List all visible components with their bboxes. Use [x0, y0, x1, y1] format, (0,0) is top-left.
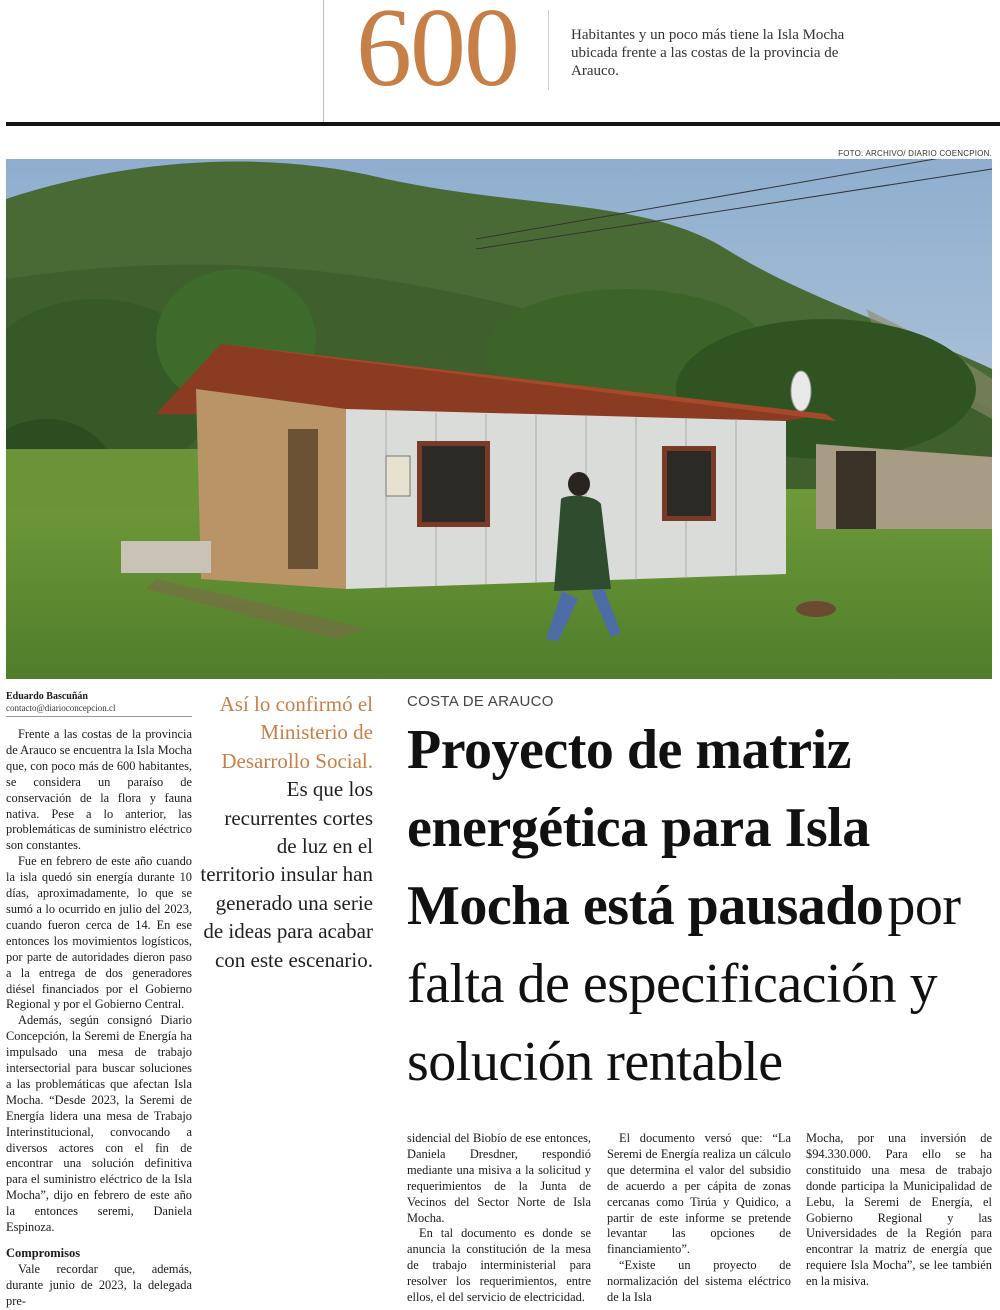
article-column-2 — [407, 1131, 591, 1306]
pull-quote — [200, 690, 373, 974]
headline-bold: Proyecto de matriz energética para Isla Mocha está pausado — [407, 719, 884, 937]
article-column-left — [6, 727, 192, 1236]
pull-quote-text: Es que los recurrentes cortes de luz en el territorio insular han generado una serie de ideas para acabar con este escenario. — [200, 777, 373, 972]
stat-number: 600 — [356, 0, 518, 110]
headline-light: por falta de especificación y solución rentable — [407, 875, 961, 1093]
article-paragraph: El documento versó que: “La Seremi de Energía realiza un cálculo que determina el valor del subsidio de acuerdo a per cápita de zonas cercanas como Tirúa y Quidico, a partir de este informe se pretende levantar las opciones de financiamiento”. — [607, 1131, 791, 1257]
stat-divider — [548, 10, 549, 90]
headline — [407, 718, 997, 1108]
article-paragraph: Mocha, por una inversión de $94.330.000. Para ello se ha constituido una mesa de trabajo donde participa la Municipalidad de Lebu, la Seremi de Energía, el Gobierno Regional y las Universidades de la Región para encontrar la matriz de energía que requiere Isla Mocha”, se lee también en la misiva. — [806, 1131, 992, 1289]
article-paragraph: Vale recordar que, además, durante junio de 2023, la delegada pre- — [6, 1262, 192, 1308]
photo-credit: FOTO: ARCHIVO/ DIARIO COENCPION. — [838, 149, 992, 158]
byline — [6, 691, 192, 717]
author-name: Eduardo Bascuñán — [6, 691, 88, 702]
article-column-4 — [806, 1131, 992, 1290]
article-photo — [6, 159, 992, 679]
article-column-left-cont — [6, 1262, 192, 1310]
article-subhead: Compromisos — [6, 1246, 81, 1260]
article-paragraph: sidencial del Biobío de ese entonces, Daniela Dresdner, respondió mediante una misiva a la solicitud y requerimientos de la Junta de Vecinos del Sector Norte de Isla Mocha. — [407, 1131, 591, 1225]
author-email[interactable]: contacto@diarioconcepcion.cl — [6, 703, 116, 713]
article-paragraph: Además, según consignó Diario Concepción, la Seremi de Energía ha impulsado una mesa de trabajo intersectorial para buscar soluciones a las problemáticas que afectan Isla Mocha. “Desde 2023, la Seremi de Energía lidera una mesa de Trabajo Interinstitucional, convocando a diversos actores con el fin de encontrar una solución definitiva para el suministro eléctrico de la Isla Mocha”, dijo en febrero de este año la entonces seremi, Daniela Espinoza. — [6, 1013, 192, 1235]
article-column-3 — [607, 1131, 791, 1306]
stat-description: Habitantes y un poco más tiene la Isla Mocha ubicada frente a las costas de la provincia de Arauco. — [571, 27, 845, 79]
column-divider — [323, 0, 324, 122]
article-paragraph: En tal documento es donde se anuncia la constitución de la mesa de trabajo interministerial para resolver los requerimientos, entre ellos, el del servicio de electricidad. — [407, 1226, 591, 1305]
article-paragraph: Fue en febrero de este año cuando la isla quedó sin energía durante 10 días, aproximadamente, lo que se sumó a lo ocurrido en julio del 2023, cuando fueron cerca de 14. En ese entonces los movimientos logísticos, por parte de autoridades dieron paso a la entrega de dos generadores diésel financiados por el Gobierno Regional y por el Gobierno Central. — [6, 854, 192, 1012]
article-paragraph: Frente a las costas de la provincia de Arauco se encuentra la Isla Mocha que, con poco más de 600 habitantes, se considera un paraíso de conservación de la flora y fauna nativa. Pese a lo anterior, las problemáticas de suministro eléctrico son constantes. — [6, 727, 192, 853]
article-paragraph: “Existe un proyecto de normalización del sistema eléctrico de la Isla — [607, 1258, 791, 1305]
section-kicker: COSTA DE ARAUCO — [407, 693, 554, 710]
top-rule — [6, 122, 1000, 126]
pull-quote-accent: Así lo confirmó el Ministerio de Desarrollo Social. — [219, 692, 373, 773]
